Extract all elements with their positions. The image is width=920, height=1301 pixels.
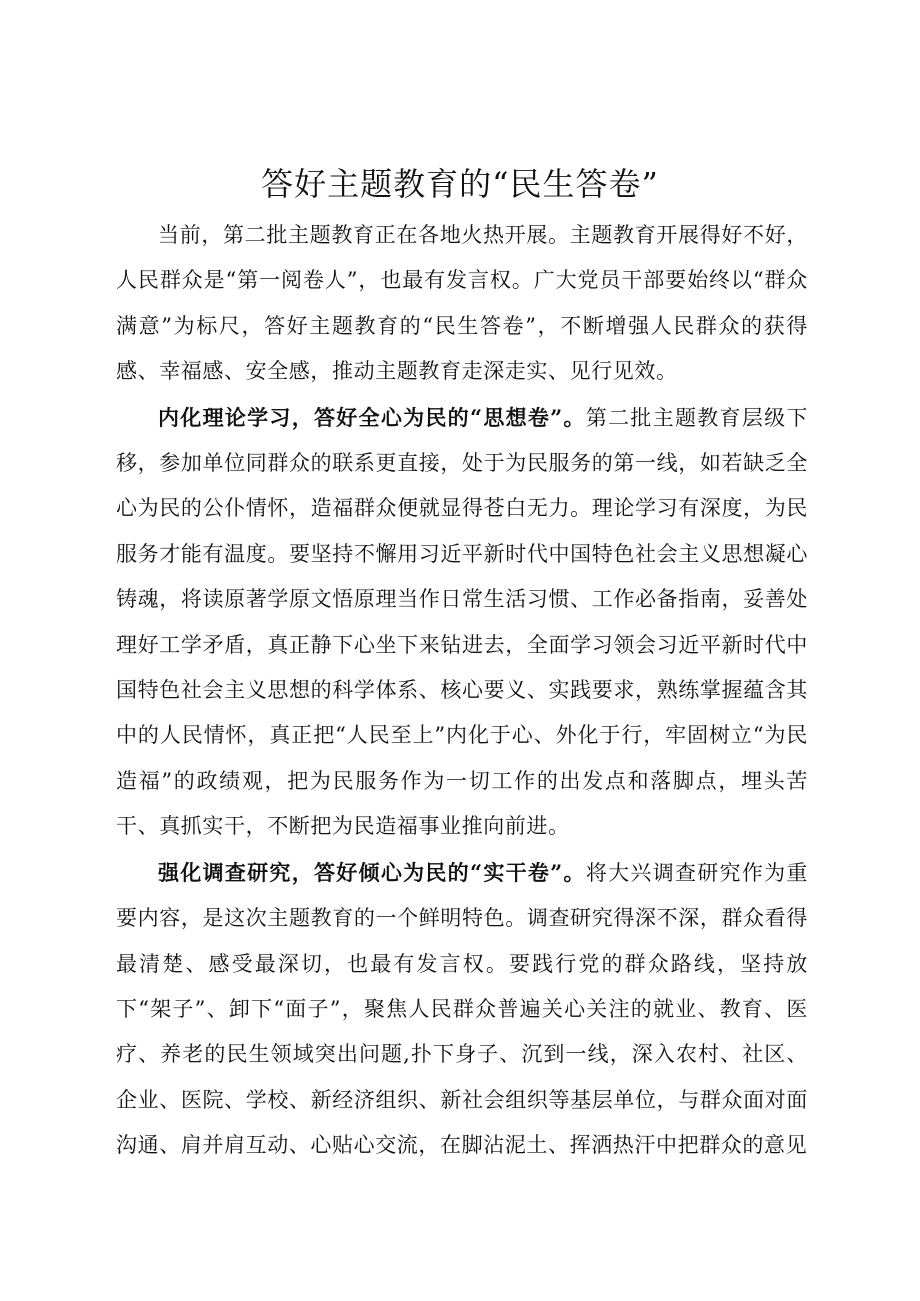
paragraph-theory-study bbox=[116, 395, 808, 850]
paragraph-text: 当前，第二批主题教育正在各地火热开展。主题教育开展得好不好，人民群众是“第一阅卷人”，也最有发言权。广大党员干部要始终以“群众满意”为标尺，答好主题教育的“民生答卷”，不断增强人民群众的获得感、幸福感、安全感，推动主题教育走深走实、见行见效。 bbox=[116, 223, 808, 384]
paragraph-lead-heading: 强化调查研究，答好倾心为民的“实干卷”。 bbox=[158, 859, 586, 885]
paragraph-text: 第二批主题教育层级下移，参加单位同群众的联系更直接，处于为民服务的第一线，如若缺乏全心为民的公仆情怀，造福群众便就显得苍白无力。理论学习有深度，为民服务才能有温度。要坚持不懈用习近平新时代中国特色社会主义思想凝心铸魂，将读原著学原文悟原理当作日常生活习惯、工作必备指南，妥善处理好工学矛盾，真正静下心坐下来钻进去，全面学习领会习近平新时代中国特色社会主义思想的科学体系、核心要义、实践要求，熟练掌握蕴含其中的人民情怀，真正把“人民至上”内化于心、外化于行，牢固树立“为民造福”的政绩观，把为民服务作为一切工作的出发点和落脚点，埋头苦干、真抓实干，不断把为民造福事业推向前进。 bbox=[116, 405, 808, 839]
document-body bbox=[116, 213, 808, 1169]
paragraph-intro bbox=[116, 213, 808, 395]
paragraph-research bbox=[116, 850, 808, 1169]
paragraph-lead-heading: 内化理论学习，答好全心为民的“思想卷”。 bbox=[158, 404, 586, 430]
paragraph-text: 将大兴调查研究作为重要内容，是这次主题教育的一个鲜明特色。调查研究得深不深，群众看得最清楚、感受最深切，也最有发言权。要践行党的群众路线，坚持放下“架子”、卸下“面子”，聚焦人民群众普遍关心关注的就业、教育、医疗、养老的民生领域突出问题,扑下身子、沉到一线，深入农村、社区、企业、医院、学校、新经济组织、新社会组织等基层单位，与群众面对面沟通、肩并肩互动、心贴心交流，在脚沾泥土、挥洒热汗中把群众的意见 bbox=[116, 860, 808, 1158]
document-title: 答好主题教育的“民生答卷” bbox=[261, 165, 659, 203]
